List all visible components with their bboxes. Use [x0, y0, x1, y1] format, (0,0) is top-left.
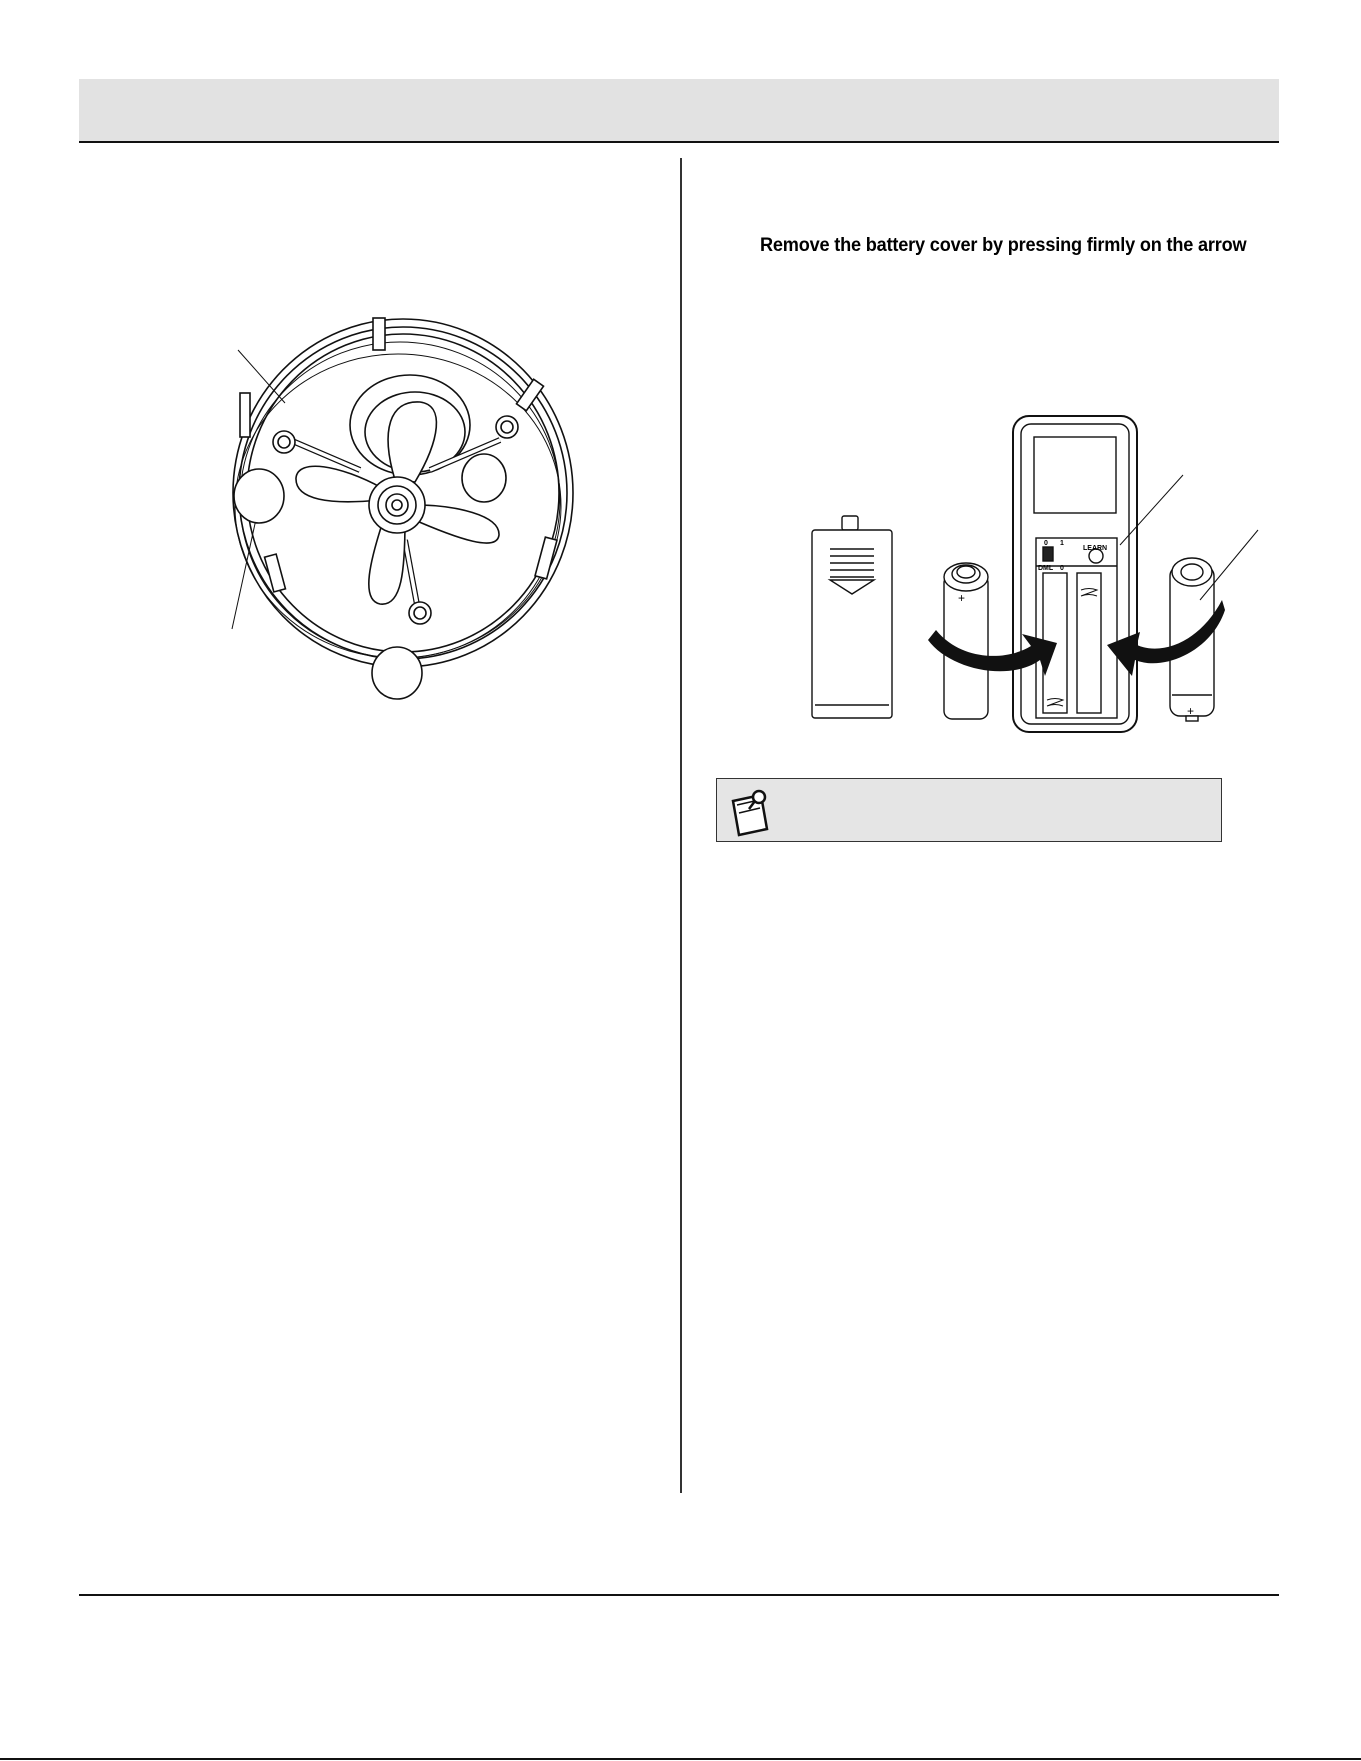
bottom-rule	[0, 1758, 1361, 1760]
fan-light-illustration	[200, 300, 600, 710]
note-box	[716, 778, 1222, 842]
switch-bottom-right: 0	[1060, 565, 1064, 572]
switch-top-left: 0	[1044, 540, 1048, 547]
learn-label: LEARN	[1083, 545, 1108, 552]
switch-bottom-left: DML	[1038, 565, 1054, 572]
column-divider	[680, 158, 682, 1493]
battery-right-plus: +	[1187, 704, 1195, 718]
switch-top-right: 1	[1060, 540, 1064, 547]
footer-rule	[79, 1594, 1279, 1596]
note-pushpin-icon	[723, 783, 779, 839]
header-band	[79, 79, 1279, 143]
battery-left-plus: +	[958, 591, 966, 605]
battery-cover-illustration	[808, 514, 894, 724]
remote-battery-illustration	[925, 410, 1225, 735]
step-instruction: Remove the battery cover by pressing firmly on the arrow	[760, 234, 1247, 256]
